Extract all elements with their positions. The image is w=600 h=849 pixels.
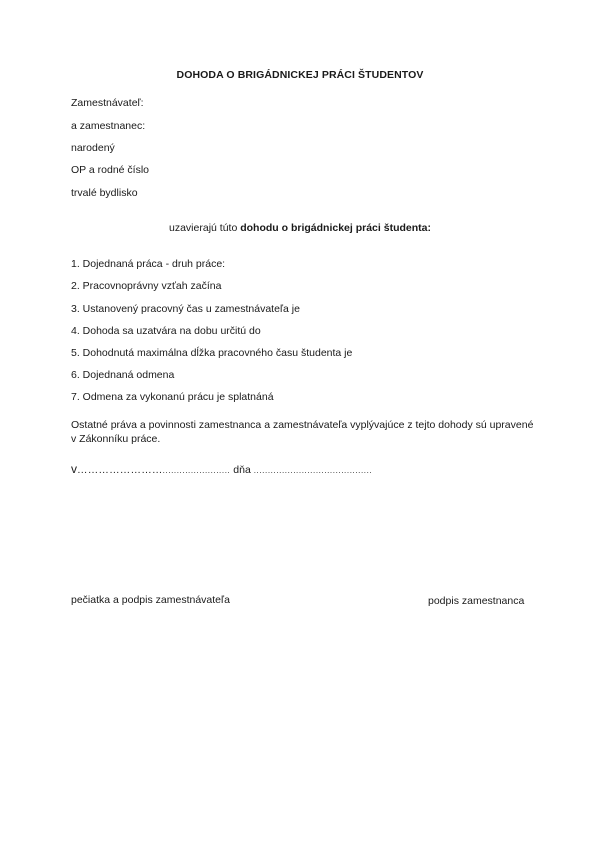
intro-prefix: uzavierajú túto [169,222,241,234]
place-dots: …………………… [77,464,163,476]
item-2: 2. Pracovnoprávny vzťah začína [71,280,222,292]
place-date-line [71,462,372,476]
item-5: 5. Dohodnutá maximálna dĺžka pracovného času študenta je [71,347,353,359]
item-3: 3. Ustanovený pracovný čas u zamestnávateľa je [71,303,300,315]
item-4: 4. Dohoda sa uzatvára na dobu určitú do [71,325,261,337]
employer-label: Zamestnávateľ: [71,97,144,109]
document-title: DOHODA O BRIGÁDNICKEJ PRÁCI ŠTUDENTOV [176,69,424,81]
employer-signature-label: pečiatka a podpis zamestnávateľa [71,594,230,606]
item-7: 7. Odmena za vykonanú prácu je splatnáná [71,391,274,403]
residence-label: trvalé bydlisko [71,187,138,199]
id-label: OP a rodné číslo [71,164,150,176]
intro-bold: dohodu o brigádnickej práci študenta: [240,222,431,234]
born-label: narodený [71,142,115,154]
item-1: 1. Dojednaná práca - druh práce: [71,258,226,270]
item-6: 6. Dojednaná odmena [71,369,175,381]
place-dots-small: ........................ [162,466,231,475]
date-dots: .......................................... [253,466,373,475]
place-v: v [71,462,77,476]
agreement-intro [0,222,600,234]
rights-paragraph: Ostatné práva a povinnosti zamestnanca a zamestnávateľa vyplývajúce z tejto dohody sú upravené v Zákonníku práce. [71,419,534,445]
date-label: dňa [230,464,254,476]
employee-label: a zamestnanec: [71,120,146,132]
employee-signature-label: podpis zamestnanca [428,595,525,607]
